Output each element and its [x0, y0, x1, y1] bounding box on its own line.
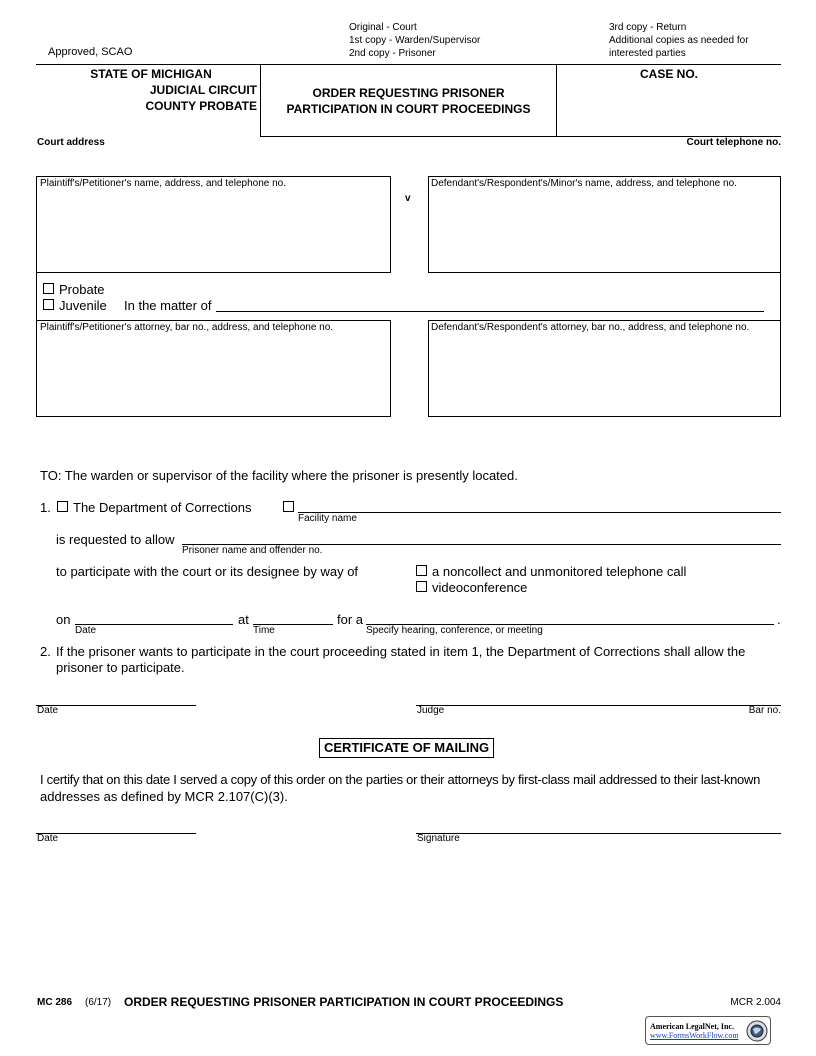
- certificate-signature-field[interactable]: [416, 833, 781, 834]
- doc-option-label: The Department of Corrections: [73, 500, 252, 515]
- hearing-label: Specify hearing, conference, or meeting: [366, 625, 543, 636]
- order-date-label: Date: [37, 705, 59, 716]
- defendant-label: Defendant's/Respondent's/Minor's name, address, and telephone no.: [431, 178, 737, 189]
- matter-left-border: [36, 272, 37, 320]
- facility-name-field[interactable]: [298, 512, 781, 513]
- approved-text: Approved, SCAO: [48, 46, 133, 58]
- certificate-text-line1: I certify that on this date I served a copy of this order on the parties or their attorneys by first-class mail addressed to their last-known: [40, 772, 760, 787]
- plaintiff-attorney-box[interactable]: [36, 320, 391, 417]
- matter-of-field[interactable]: [216, 311, 764, 312]
- to-line: TO: The warden or supervisor of the facility where the prisoner is presently located.: [40, 468, 518, 483]
- videoconference-checkbox[interactable]: [416, 581, 427, 592]
- court-address-label: Court address: [37, 137, 105, 148]
- probate-label: Probate: [59, 282, 105, 297]
- form-number: MC 286: [37, 997, 73, 1008]
- participate-text: to participate with the court or its designee by way of: [56, 564, 359, 579]
- videoconference-label: videoconference: [432, 580, 528, 595]
- footer-form-title: ORDER REQUESTING PRISONER PARTICIPATION IN COURT PROCEEDINGS: [124, 995, 564, 1009]
- defendant-attorney-label: Defendant's/Respondent's attorney, bar no., address, and telephone no.: [431, 322, 750, 333]
- logo-line1: American LegalNet, Inc.: [650, 1022, 734, 1031]
- date-label: Date: [75, 625, 97, 636]
- form-revision: (6/17): [85, 997, 112, 1008]
- juvenile-checkbox[interactable]: [43, 299, 54, 310]
- case-no-label: CASE NO.: [639, 67, 698, 81]
- bar-no-label: Bar no.: [748, 705, 781, 716]
- defendant-box[interactable]: [428, 176, 781, 273]
- versus-label: v: [405, 193, 411, 204]
- plaintiff-label: Plaintiff's/Petitioner's name, address, and telephone no.: [40, 178, 287, 189]
- logo-line2: www.FormsWorkFlow.com: [650, 1031, 739, 1040]
- globe-icon: [746, 1020, 768, 1042]
- facility-checkbox[interactable]: [283, 501, 294, 512]
- in-the-matter-of-label: In the matter of: [124, 298, 212, 313]
- certificate-date-field[interactable]: [36, 833, 196, 834]
- county-probate-label: COUNTY PROBATE: [145, 99, 257, 113]
- facility-name-label: Facility name: [298, 513, 357, 524]
- judicial-circuit-label: JUDICIAL CIRCUIT: [149, 83, 257, 97]
- distribution-right-3: interested parties: [609, 48, 686, 59]
- plaintiff-box[interactable]: [36, 176, 391, 273]
- prisoner-name-label: Prisoner name and offender no.: [182, 545, 323, 556]
- plaintiff-attorney-label: Plaintiff's/Petitioner's attorney, bar no., address, and telephone no.: [40, 322, 334, 333]
- doc-checkbox[interactable]: [57, 501, 68, 512]
- defendant-attorney-box[interactable]: [428, 320, 781, 417]
- matter-right-border: [780, 272, 781, 320]
- certificate-date-label: Date: [37, 833, 59, 844]
- time-label: Time: [253, 625, 275, 636]
- juvenile-label: Juvenile: [59, 298, 107, 313]
- distribution-left-2: 1st copy - Warden/Supervisor: [349, 35, 481, 46]
- form-title-line1: ORDER REQUESTING PRISONER: [312, 86, 505, 100]
- distribution-left-1: Original - Court: [349, 22, 417, 33]
- certificate-signature-label: Signature: [417, 833, 460, 844]
- item2-number: 2.: [40, 644, 51, 659]
- form-title-line2: PARTICIPATION IN COURT PROCEEDINGS: [286, 102, 531, 116]
- header-top-rule: [36, 64, 781, 65]
- legalnet-logo: [645, 1016, 771, 1045]
- distribution-right: [609, 21, 749, 60]
- period-mark: .: [777, 612, 781, 627]
- distribution-right-2: Additional copies as needed for: [609, 35, 749, 46]
- on-text: on: [56, 612, 71, 627]
- item2-line2: prisoner to participate.: [56, 660, 185, 675]
- distribution-left-3: 2nd copy - Prisoner: [349, 48, 436, 59]
- certificate-text-line2: addresses as defined by MCR 2.107(C)(3).: [40, 789, 288, 804]
- item2-line1: If the prisoner wants to participate in the court proceeding stated in item 1, the Department of Corrections shall allow the: [56, 644, 746, 659]
- state-name: STATE OF MICHIGAN: [90, 67, 212, 81]
- probate-checkbox[interactable]: [43, 283, 54, 294]
- at-text: at: [238, 612, 249, 627]
- item1-number: 1.: [40, 500, 51, 515]
- certificate-title: CERTIFICATE OF MAILING: [319, 738, 494, 758]
- telephone-call-checkbox[interactable]: [416, 565, 427, 576]
- order-date-field[interactable]: [36, 705, 196, 706]
- date-field[interactable]: [75, 624, 233, 625]
- mcr-reference: MCR 2.004: [730, 997, 781, 1008]
- requested-to-allow-text: is requested to allow: [56, 532, 175, 547]
- for-a-text: for a: [337, 612, 364, 627]
- telephone-call-label: a noncollect and unmonitored telephone call: [432, 564, 687, 579]
- distribution-left: [349, 21, 480, 60]
- court-telephone-label: Court telephone no.: [686, 137, 781, 148]
- distribution-right-1: 3rd copy - Return: [609, 22, 687, 33]
- judge-label: Judge: [417, 705, 445, 716]
